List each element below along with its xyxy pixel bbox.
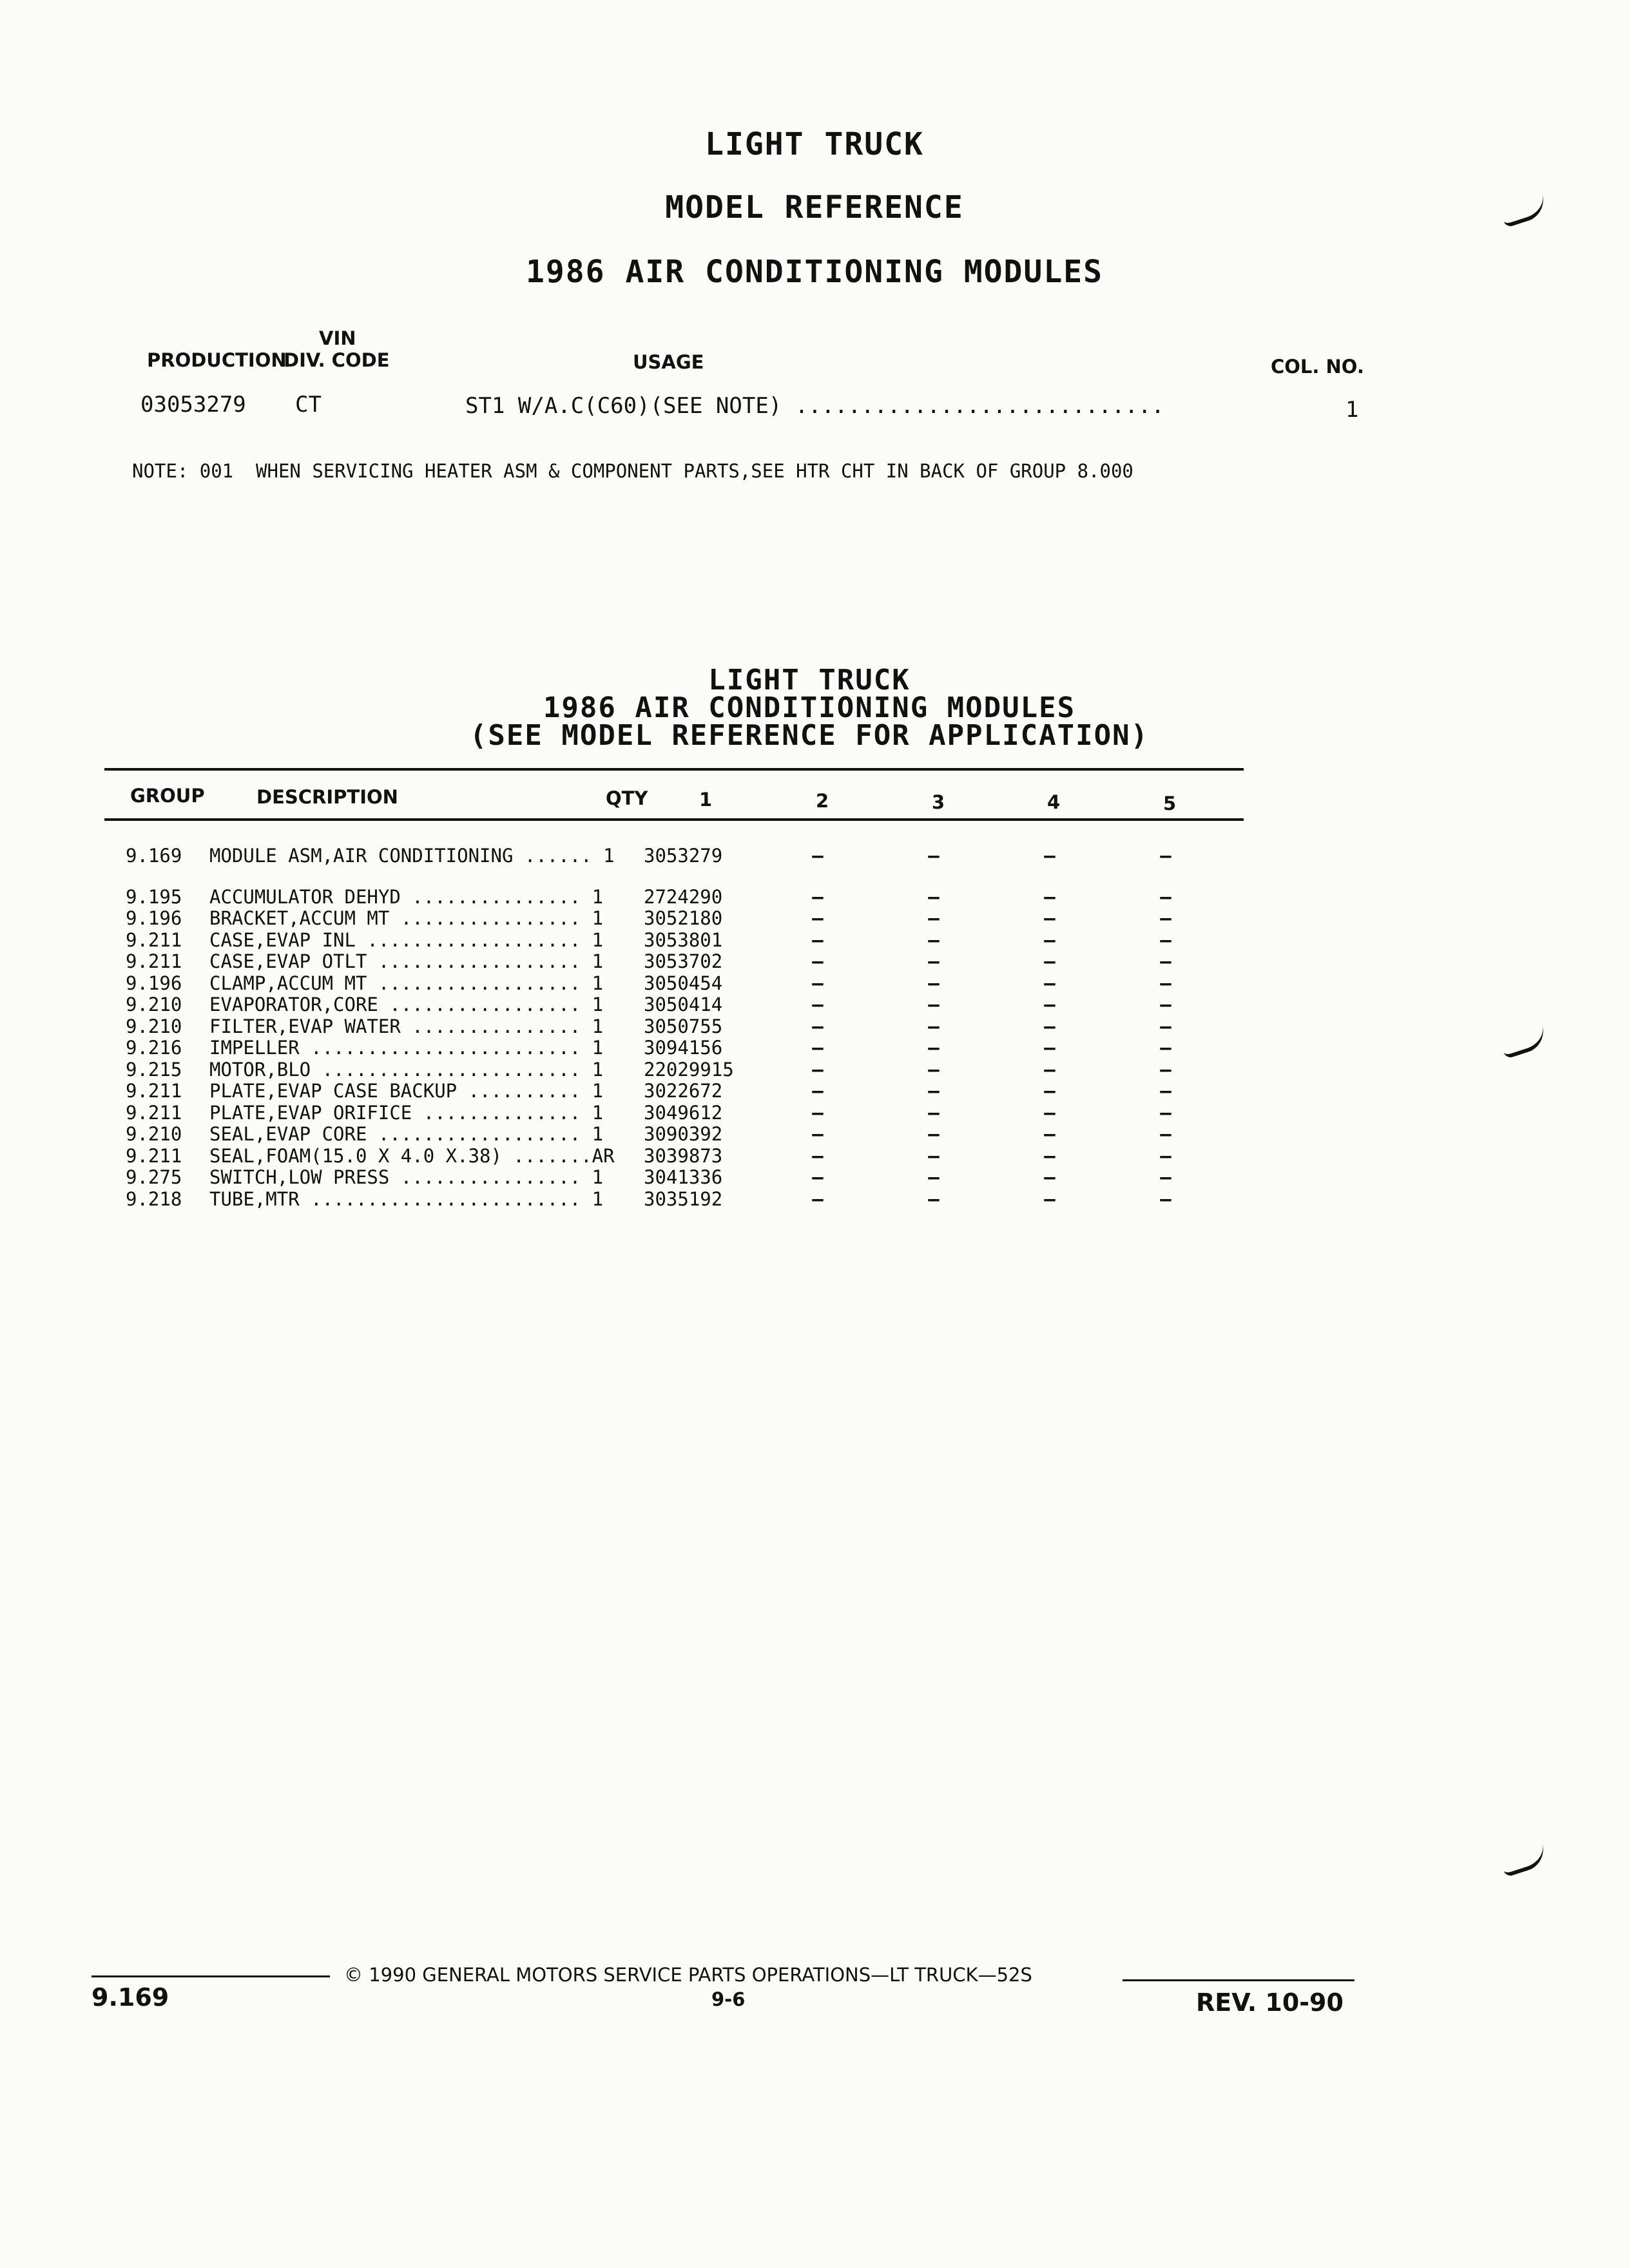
part-number-col-3: —: [928, 972, 940, 994]
usage-value: ST1 W/A.C(C60)(SEE NOTE) ............................: [465, 393, 1164, 419]
part-number-col-1: 3053801: [644, 928, 723, 951]
parts-title-light-truck: LIGHT TRUCK: [708, 664, 911, 697]
part-number-col-4: —: [1044, 1080, 1055, 1102]
table-row: [126, 994, 1224, 1016]
part-number-col-3: —: [928, 1015, 940, 1037]
part-number-col-1: 2724290: [644, 885, 723, 908]
part-number-col-2: —: [812, 1037, 824, 1059]
footer-rule-right: [1123, 1979, 1354, 1981]
table-row: [126, 951, 1224, 973]
col-usage-header: USAGE: [633, 351, 704, 373]
description-cell: CASE,EVAP OTLT .................. 1: [209, 950, 604, 972]
title-model-reference: MODEL REFERENCE: [665, 189, 964, 226]
part-number-col-1: 3050414: [644, 994, 723, 1015]
description-cell: ACCUMULATOR DEHYD ............... 1: [209, 885, 604, 908]
part-number-col-2: —: [812, 845, 824, 867]
part-number-col-3: —: [928, 950, 940, 972]
description-cell: IMPELLER ........................ 1: [209, 1037, 604, 1059]
table-row-module: [126, 845, 1224, 867]
group-cell: 9.211: [126, 950, 182, 972]
col-production-header: PRODUCTION: [147, 349, 287, 371]
footer-revision: REV. 10-90: [1196, 1988, 1344, 2017]
table-spacer-row: [126, 867, 1224, 887]
part-number-col-1: 3094156: [644, 1037, 723, 1059]
part-number-col-3: —: [928, 1123, 940, 1145]
table-row: [126, 908, 1224, 930]
group-cell: 9.169: [126, 845, 182, 867]
header-col-3: 3: [932, 791, 945, 813]
header-col-2: 2: [816, 790, 829, 812]
part-number-col-3: —: [928, 1144, 940, 1167]
part-number-col-5: —: [1160, 1166, 1171, 1188]
col-no-value: 1: [1345, 397, 1359, 423]
table-row: [126, 887, 1224, 908]
group-cell: 9.211: [126, 928, 182, 951]
binder-hole-mark: [1499, 1024, 1548, 1059]
part-number-col-2: —: [812, 1123, 824, 1145]
group-cell: 9.196: [126, 972, 182, 994]
binder-hole-mark: [1499, 1843, 1548, 1878]
header-qty: QTY: [606, 787, 648, 809]
part-number-col-1: 22029915: [644, 1058, 734, 1081]
part-number-col-4: —: [1044, 1123, 1055, 1145]
group-cell: 9.211: [126, 1144, 182, 1167]
part-number-col-2: —: [812, 1166, 824, 1188]
part-number-col-4: —: [1044, 1058, 1055, 1081]
part-number-col-2: —: [812, 1187, 824, 1210]
part-number-col-1: 3049612: [644, 1101, 723, 1124]
table-row: [126, 1081, 1224, 1102]
part-number-col-5: —: [1160, 907, 1171, 929]
table-top-rule: [104, 768, 1244, 771]
part-number-col-3: —: [928, 1187, 940, 1210]
part-number-col-2: —: [812, 885, 824, 908]
part-number-col-1: 3090392: [644, 1123, 723, 1145]
col-vin-header: VIN: [319, 327, 356, 349]
part-number-col-4: —: [1044, 994, 1055, 1015]
part-number-col-4: —: [1044, 1144, 1055, 1167]
part-number-col-4: —: [1044, 907, 1055, 929]
group-cell: 9.195: [126, 885, 182, 908]
description-cell: TUBE,MTR ........................ 1: [209, 1187, 604, 1210]
description-cell: MODULE ASM,AIR CONDITIONING ...... 1: [209, 845, 615, 867]
footer-rule-left: [92, 1975, 330, 1977]
col-col-no-header: COL. NO.: [1271, 356, 1364, 378]
table-row: [126, 1037, 1224, 1059]
footer-page-number: 9-6: [711, 1988, 746, 2010]
part-number-col-4: —: [1044, 928, 1055, 951]
table-row: [126, 1146, 1224, 1168]
part-number-col-5: —: [1160, 1123, 1171, 1145]
group-cell: 9.216: [126, 1037, 182, 1059]
table-row: [126, 1102, 1224, 1124]
description-cell: MOTOR,BLO ....................... 1: [209, 1058, 604, 1081]
part-number-col-2: —: [812, 1080, 824, 1102]
part-number-col-5: —: [1160, 1144, 1171, 1167]
group-cell: 9.218: [126, 1187, 182, 1210]
title-light-truck: LIGHT TRUCK: [705, 126, 924, 162]
part-number-col-1: 3050454: [644, 972, 723, 994]
group-cell: 9.211: [126, 1101, 182, 1124]
description-cell: BRACKET,ACCUM MT ................ 1: [209, 907, 604, 929]
part-number-col-1: 3022672: [644, 1080, 723, 1102]
group-cell: 9.210: [126, 1123, 182, 1145]
part-number-col-3: —: [928, 907, 940, 929]
group-cell: 9.210: [126, 1015, 182, 1037]
part-number-col-2: —: [812, 1015, 824, 1037]
part-number-col-3: —: [928, 1058, 940, 1081]
part-number-col-3: —: [928, 1037, 940, 1059]
part-number-col-4: —: [1044, 885, 1055, 908]
table-row: [126, 1124, 1224, 1146]
col-div-code-header: DIV. CODE: [284, 349, 390, 371]
group-cell: 9.210: [126, 994, 182, 1015]
header-col-5: 5: [1163, 793, 1177, 814]
part-number-col-4: —: [1044, 1101, 1055, 1124]
part-number-col-4: —: [1044, 1037, 1055, 1059]
header-col-1: 1: [699, 789, 713, 811]
part-number-col-1: 3052180: [644, 907, 723, 929]
part-number-col-2: —: [812, 928, 824, 951]
part-number-col-3: —: [928, 928, 940, 951]
part-number-col-2: —: [812, 994, 824, 1015]
part-number-col-5: —: [1160, 1080, 1171, 1102]
group-cell: 9.275: [126, 1166, 182, 1188]
part-number-col-3: —: [928, 885, 940, 908]
footer-group-number: 9.169: [92, 1983, 169, 2012]
description-cell: PLATE,EVAP ORIFICE .............. 1: [209, 1101, 604, 1124]
description-cell: SEAL,FOAM(15.0 X 4.0 X.38) .......AR: [209, 1144, 615, 1167]
table-row: [126, 973, 1224, 995]
part-number-col-5: —: [1160, 885, 1171, 908]
part-number-col-5: —: [1160, 845, 1171, 867]
table-row: [126, 1189, 1224, 1211]
table-row: [126, 930, 1224, 952]
part-number-col-5: —: [1160, 950, 1171, 972]
parts-table: [126, 845, 1224, 1210]
part-number-col-2: —: [812, 972, 824, 994]
part-number-col-3: —: [928, 1101, 940, 1124]
part-number-col-3: —: [928, 1080, 940, 1102]
group-cell: 9.196: [126, 907, 182, 929]
table-row: [126, 1016, 1224, 1038]
parts-title-ac-modules: 1986 AIR CONDITIONING MODULES: [543, 691, 1076, 724]
part-number-col-5: —: [1160, 1187, 1171, 1210]
part-number-col-5: —: [1160, 1015, 1171, 1037]
part-number-col-4: —: [1044, 950, 1055, 972]
part-number-col-1: 3053279: [644, 845, 723, 867]
part-number-col-4: —: [1044, 1015, 1055, 1037]
part-number-col-5: —: [1160, 994, 1171, 1015]
part-number-col-1: 3039873: [644, 1144, 723, 1167]
description-cell: EVAPORATOR,CORE ................. 1: [209, 994, 604, 1015]
parts-title-see-reference: (SEE MODEL REFERENCE FOR APPLICATION): [469, 719, 1150, 752]
part-number-col-1: 3035192: [644, 1187, 723, 1210]
description-cell: CLAMP,ACCUM MT .................. 1: [209, 972, 604, 994]
part-number-col-5: —: [1160, 1101, 1171, 1124]
header-group: GROUP: [130, 785, 205, 807]
description-cell: FILTER,EVAP WATER ............... 1: [209, 1015, 604, 1037]
header-description: DESCRIPTION: [256, 786, 398, 808]
description-cell: PLATE,EVAP CASE BACKUP .......... 1: [209, 1080, 604, 1102]
part-number-col-2: —: [812, 950, 824, 972]
description-cell: SEAL,EVAP CORE .................. 1: [209, 1123, 604, 1145]
title-ac-modules: 1986 AIR CONDITIONING MODULES: [525, 254, 1104, 290]
table-row: [126, 1167, 1224, 1189]
note-text: NOTE: 001 WHEN SERVICING HEATER ASM & COMPONENT PARTS,SEE HTR CHT IN BACK OF GROUP 8.000: [132, 460, 1133, 482]
header-col-4: 4: [1047, 791, 1061, 813]
part-number-col-5: —: [1160, 1058, 1171, 1081]
part-number-col-4: —: [1044, 1187, 1055, 1210]
part-number-col-4: —: [1044, 972, 1055, 994]
part-number-col-3: —: [928, 1166, 940, 1188]
part-number-col-1: 3053702: [644, 950, 723, 972]
table-header-rule: [104, 818, 1244, 821]
part-number-col-4: —: [1044, 1166, 1055, 1188]
part-number-col-2: —: [812, 1144, 824, 1167]
div-code-value: CT: [295, 392, 322, 418]
description-cell: SWITCH,LOW PRESS ................ 1: [209, 1166, 604, 1188]
part-number-col-5: —: [1160, 1037, 1171, 1059]
part-number-col-5: —: [1160, 928, 1171, 951]
production-value: 03053279: [140, 392, 246, 418]
part-number-col-2: —: [812, 907, 824, 929]
footer-copyright: © 1990 GENERAL MOTORS SERVICE PARTS OPERATIONS—LT TRUCK—52S: [344, 1964, 1032, 1986]
group-cell: 9.211: [126, 1080, 182, 1102]
table-row: [126, 1059, 1224, 1081]
part-number-col-1: 3041336: [644, 1166, 723, 1188]
part-number-col-5: —: [1160, 972, 1171, 994]
part-number-col-1: 3050755: [644, 1015, 723, 1037]
group-cell: 9.215: [126, 1058, 182, 1081]
part-number-col-4: —: [1044, 845, 1055, 867]
part-number-col-3: —: [928, 994, 940, 1015]
part-number-col-3: —: [928, 845, 940, 867]
part-number-col-2: —: [812, 1058, 824, 1081]
description-cell: CASE,EVAP INL ................... 1: [209, 928, 604, 951]
part-number-col-2: —: [812, 1101, 824, 1124]
